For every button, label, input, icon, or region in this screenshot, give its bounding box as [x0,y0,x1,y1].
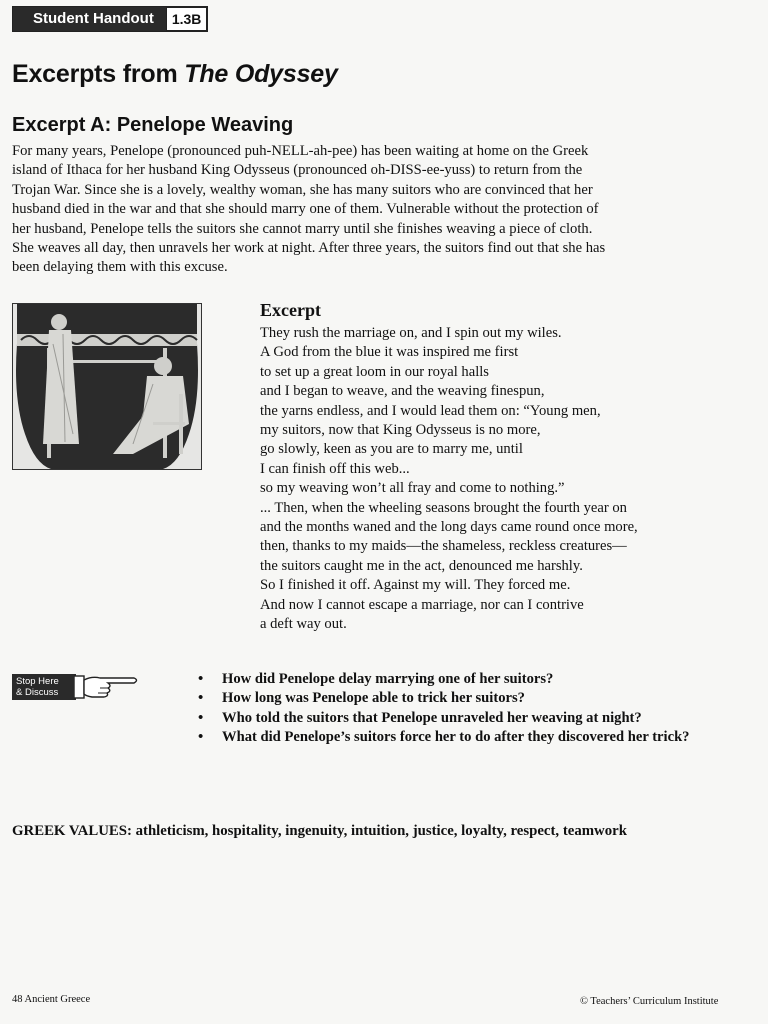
discussion-questions [196,670,736,748]
poem-line: my suitors, now that King Odysseus is no more, [260,422,541,439]
poem-line: A God from the blue it was inspired me first [260,344,519,361]
stop-here-label [12,674,76,700]
intro-line: her husband, Penelope tells the suitors she cannot marry until she finishes weaving a piece of cloth. [12,220,593,237]
pointing-hand-icon [74,672,140,702]
stop-line-2: & Discuss [16,687,59,698]
page-title [12,60,338,89]
poem-line: And now I cannot escape a marriage, nor can I contrive [260,596,584,613]
poem-line: to set up a great loom in our royal halls [260,363,489,380]
handout-number: 1.3B [166,7,208,31]
poem-line: a deft way out. [260,616,347,633]
question-item: • How long was Penelope able to trick her suitors? [196,689,736,708]
intro-line: been delaying them with this excuse. [12,259,228,276]
poem-line: ... Then, when the wheeling seasons brought the fourth year on [260,499,627,516]
title-work: The Odyssey [184,60,338,88]
vase-illustration [12,303,202,470]
poem-line: and the months waned and the long days came round once more, [260,519,638,536]
poem-line: the yarns endless, and I would lead them on: “Young men, [260,402,601,419]
intro-line: For many years, Penelope (pronounced puh-NELL-ah-pee) has been waiting at home on the Greek [12,143,589,159]
poem-line: so my weaving won’t all fray and come to nothing.” [260,480,565,497]
poem-line: the suitors caught me in the act, denounced me harshly. [260,557,583,574]
stop-here-badge [12,672,142,702]
poem-line: go slowly, keen as you are to marry me, until [260,441,523,458]
intro-paragraph [12,142,728,278]
excerpt-heading: Excerpt [260,300,321,320]
question-item: • Who told the suitors that Penelope unraveled her weaving at night? [196,709,736,728]
question-item: • How did Penelope delay marrying one of her suitors? [196,670,736,689]
poem-line: So I finished it off. Against my will. They forced me. [260,577,571,594]
poem-line: and I began to weave, and the weaving finespun, [260,383,545,400]
handout-tab [12,6,208,32]
footer-page-number: 48 Ancient Greece [12,994,91,1005]
footer-copyright: © Teachers’ Curriculum Institute [580,996,719,1007]
intro-line: She weaves all day, then unravels her work at night. After three years, the suitors find out that she has [12,240,606,257]
title-prefix: Excerpts from [12,60,185,88]
stop-line-1: Stop Here [16,676,59,687]
poem-line: They rush the marriage on, and I spin out my wiles. [260,325,562,341]
intro-line: island of Ithaca for her husband King Odysseus (pronounced oh-DISS-ee-yuss) to return from the [12,162,583,179]
greek-values: GREEK VALUES: athleticism, hospitality, ingenuity, intuition, justice, loyalty, respect, teamwork [12,823,627,839]
intro-line: husband died in the war and that she should marry one of them. Vulnerable without the protection of [12,201,599,218]
excerpt-subtitle: Excerpt A: Penelope Weaving [12,114,294,136]
poem-line: then, thanks to my maids—the shameless, reckless creatures— [260,538,627,555]
excerpt-poem [260,324,638,635]
poem-line: I can finish off this web... [260,460,410,477]
handout-label: Student Handout [13,7,166,31]
vase-image [13,304,201,469]
question-item: • What did Penelope’s suitors force her to do after they discovered her trick? [196,728,736,747]
intro-line: Trojan War. Since she is a lovely, wealthy woman, she has many suitors who are convinced that her [12,181,593,198]
